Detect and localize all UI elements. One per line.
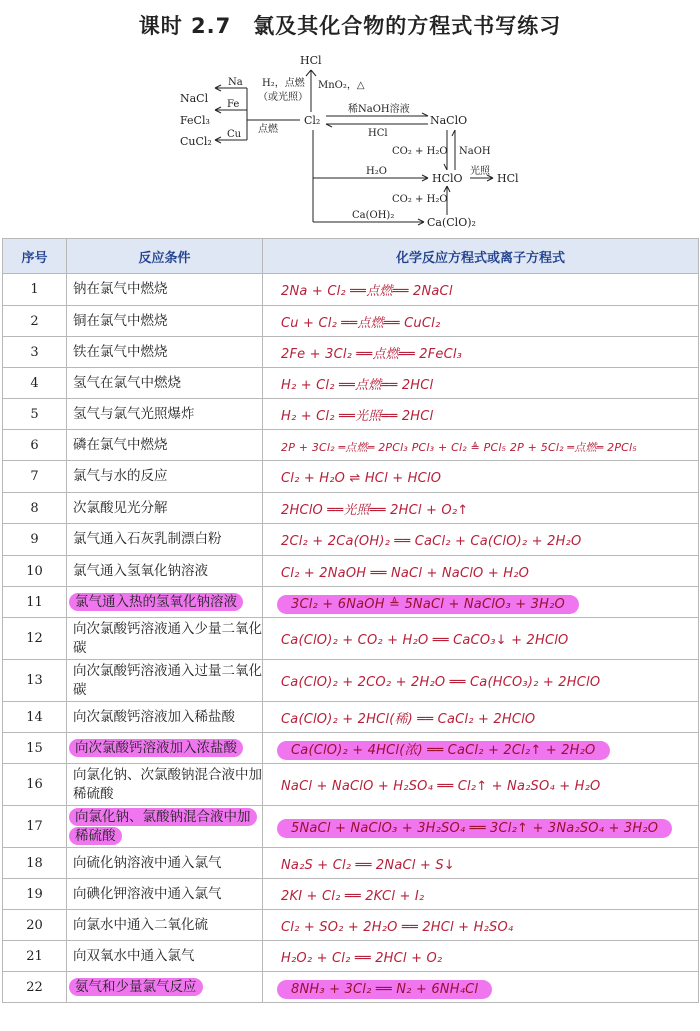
row-condition-cell — [67, 806, 263, 848]
diagram-naclo: NaClO — [430, 114, 468, 127]
row-condition: 氯气通入氢氧化钠溶液 — [73, 562, 208, 579]
row-condition: 铜在氯气中燃烧 — [73, 312, 168, 329]
table-row — [3, 806, 699, 848]
row-number: 13 — [3, 660, 67, 702]
row-number: 8 — [3, 493, 67, 524]
row-number: 21 — [3, 941, 67, 972]
row-condition: 钠在氯气中燃烧 — [73, 281, 168, 297]
row-condition-cell — [67, 524, 263, 556]
diagram-hcl-top: HCl — [300, 54, 322, 67]
row-equation-cell — [263, 879, 699, 910]
table-row — [3, 493, 699, 524]
row-condition-cell — [67, 368, 263, 399]
row-equation: 3Cl₂ + 6NaOH ≜ 5NaCl + NaClO₃ + 3H₂O — [277, 595, 579, 614]
row-condition: 次氯酸见光分解 — [73, 499, 168, 516]
row-condition-cell — [67, 306, 263, 337]
diagram-caclo2: Ca(ClO)₂ — [427, 216, 476, 229]
row-number: 12 — [3, 618, 67, 660]
table-header-row — [3, 239, 699, 274]
diagram-cond-light-2: 光照 — [470, 166, 490, 177]
table-row — [3, 910, 699, 941]
row-number: 15 — [3, 733, 67, 764]
diagram-hcl-right: HCl — [497, 172, 519, 185]
table-row — [3, 274, 699, 306]
row-equation: Ca(ClO)₂ + 4HCl(浓) ══ CaCl₂ + 2Cl₂↑ + 2H₂O — [277, 741, 610, 760]
row-equation: H₂ + Cl₂ ══点燃══ 2HCl — [281, 377, 434, 393]
row-condition-cell — [67, 733, 263, 764]
row-condition: 向氯化钠、氯酸钠混合液中加稀硫酸 — [69, 808, 257, 845]
table-row — [3, 337, 699, 368]
row-equation: Cl₂ + 2NaOH ══ NaCl + NaClO + H₂O — [281, 565, 530, 581]
row-equation-cell — [263, 941, 699, 972]
row-condition-cell — [67, 660, 263, 702]
diagram-fe: Fe — [227, 99, 240, 110]
row-equation-cell — [263, 337, 699, 368]
row-number: 9 — [3, 524, 67, 556]
table-row — [3, 848, 699, 879]
diagram-cond-co2-h2o-2: CO₂ + H₂O — [392, 194, 448, 205]
row-equation-cell — [263, 910, 699, 941]
diagram-cond-naoh: 稀NaOH溶液 — [348, 104, 410, 115]
diagram-na: Na — [228, 77, 243, 88]
row-equation-cell — [263, 764, 699, 806]
row-condition-cell — [67, 702, 263, 733]
row-number: 5 — [3, 399, 67, 430]
row-condition: 向碘化钾溶液中通入氯气 — [73, 885, 222, 902]
row-condition-cell — [67, 879, 263, 910]
row-equation: Cl₂ + SO₂ + 2H₂O ══ 2HCl + H₂SO₄ — [281, 919, 514, 935]
row-equation-cell — [263, 430, 699, 461]
row-number: 10 — [3, 556, 67, 587]
row-condition: 铁在氯气中燃烧 — [73, 343, 168, 360]
row-condition: 向硫化钠溶液中通入氯气 — [73, 854, 222, 871]
row-condition-cell — [67, 399, 263, 430]
lesson-title: 氯及其化合物的方程式书写练习 — [253, 14, 562, 38]
row-equation-cell — [263, 733, 699, 764]
row-equation-cell — [263, 274, 699, 306]
row-condition-cell — [67, 337, 263, 368]
row-condition-cell — [67, 618, 263, 660]
table-row — [3, 941, 699, 972]
equation-table — [2, 238, 699, 1003]
diagram-cond-co2-h2o-1: CO₂ + H₂O — [392, 146, 448, 157]
row-condition-cell — [67, 274, 263, 306]
row-equation: 5NaCl + NaClO₃ + 3H₂SO₄ ══ 3Cl₂↑ + 3Na₂SO₄ + 3H₂O — [277, 819, 672, 838]
header-number: 序号 — [3, 239, 67, 274]
row-number: 20 — [3, 910, 67, 941]
diagram-nacl: NaCl — [180, 92, 209, 105]
diagram-cond-hcl: HCl — [368, 128, 388, 139]
table-row — [3, 702, 699, 733]
table-row — [3, 733, 699, 764]
row-condition-cell — [67, 941, 263, 972]
row-condition: 向次氯酸钙溶液加入稀盐酸 — [73, 708, 235, 725]
lesson-number: 课时 2.7 — [138, 14, 232, 38]
row-condition: 氢气与氯气光照爆炸 — [73, 405, 195, 422]
row-equation: Cl₂ + H₂O ⇌ HCl + HClO — [281, 471, 442, 486]
row-number: 16 — [3, 764, 67, 806]
row-number: 1 — [3, 274, 67, 306]
row-equation: 2P + 3Cl₂ ═点燃═ 2PCl₃ PCl₃ + Cl₂ ≜ PCl₅ 2P + 5Cl₂ ═点燃═ 2PCl₅ — [281, 440, 637, 454]
row-number: 17 — [3, 806, 67, 848]
table-row — [3, 556, 699, 587]
row-condition: 向次氯酸钙溶液加入浓盐酸 — [69, 739, 243, 757]
table-row — [3, 660, 699, 702]
row-condition: 氢气在氯气中燃烧 — [73, 374, 181, 391]
row-condition-cell — [67, 493, 263, 524]
row-equation: 2Fe + 3Cl₂ ══点燃══ 2FeCl₃ — [281, 346, 463, 362]
page-title — [0, 10, 700, 40]
header-equation: 化学反应方程式或离子方程式 — [263, 239, 699, 274]
row-equation: 2Na + Cl₂ ══点燃══ 2NaCl — [281, 284, 453, 299]
row-condition-cell — [67, 556, 263, 587]
row-equation: Cu + Cl₂ ══点燃══ CuCl₂ — [281, 315, 441, 331]
row-number: 19 — [3, 879, 67, 910]
row-equation: NaCl + NaClO + H₂SO₄ ══ Cl₂↑ + Na₂SO₄ + H₂O — [281, 779, 601, 794]
row-condition: 氯气与水的反应 — [73, 468, 168, 484]
row-number: 14 — [3, 702, 67, 733]
row-equation: H₂O₂ + Cl₂ ══ 2HCl + O₂ — [281, 950, 443, 966]
diagram-cl2: Cl₂ — [304, 114, 321, 127]
row-condition: 氯气通入热的氢氧化钠溶液 — [69, 593, 243, 611]
table-row — [3, 368, 699, 399]
diagram-caoh2: Ca(OH)₂ — [352, 210, 395, 221]
row-number: 22 — [3, 972, 67, 1003]
row-condition: 向氯化钠、次氯酸钠混合液中加稀硫酸 — [73, 766, 262, 802]
row-number: 6 — [3, 430, 67, 461]
row-equation-cell — [263, 702, 699, 733]
table-row — [3, 399, 699, 430]
table-row — [3, 618, 699, 660]
table-row — [3, 972, 699, 1003]
row-equation-cell — [263, 587, 699, 618]
row-condition-cell — [67, 972, 263, 1003]
table-row — [3, 764, 699, 806]
row-condition: 向双氧水中通入氯气 — [73, 947, 195, 964]
table-row — [3, 306, 699, 337]
row-number: 2 — [3, 306, 67, 337]
row-condition: 向次氯酸钙溶液通入过量二氧化碳 — [73, 662, 262, 698]
row-equation: 2HClO ══光照══ 2HCl + O₂↑ — [281, 502, 469, 518]
row-equation: Ca(ClO)₂ + 2CO₂ + 2H₂O ══ Ca(HCO₃)₂ + 2HClO — [281, 675, 601, 690]
row-number: 11 — [3, 587, 67, 618]
row-equation: H₂ + Cl₂ ══光照══ 2HCl — [281, 408, 434, 424]
diagram-h2o: H₂O — [366, 166, 387, 177]
diagram-fecl3: FeCl₃ — [180, 114, 210, 127]
row-equation-cell — [263, 618, 699, 660]
row-condition-cell — [67, 587, 263, 618]
row-condition-cell — [67, 848, 263, 879]
row-condition: 向次氯酸钙溶液通入少量二氧化碳 — [73, 620, 262, 656]
row-number: 7 — [3, 461, 67, 493]
row-equation: 2Cl₂ + 2Ca(OH)₂ ══ CaCl₂ + Ca(ClO)₂ + 2H₂O — [281, 534, 582, 549]
row-condition-cell — [67, 764, 263, 806]
diagram-cond-mno2: MnO₂，△ — [318, 80, 365, 91]
row-equation-cell — [263, 806, 699, 848]
table-row — [3, 461, 699, 493]
row-equation-cell — [263, 972, 699, 1003]
diagram-cond-naoh-2: NaOH — [459, 146, 491, 157]
diagram-cu: Cu — [227, 129, 242, 140]
table-row — [3, 587, 699, 618]
row-equation: Ca(ClO)₂ + 2HCl(稀) ══ CaCl₂ + 2HClO — [281, 711, 536, 727]
table-row — [3, 879, 699, 910]
row-condition: 磷在氯气中燃烧 — [73, 436, 168, 453]
row-number: 18 — [3, 848, 67, 879]
row-condition: 氯气通入石灰乳制漂白粉 — [73, 531, 222, 547]
row-number: 3 — [3, 337, 67, 368]
row-equation-cell — [263, 660, 699, 702]
row-condition-cell — [67, 430, 263, 461]
row-condition-cell — [67, 461, 263, 493]
row-equation-cell — [263, 524, 699, 556]
row-number: 4 — [3, 368, 67, 399]
table-row — [3, 430, 699, 461]
diagram-hclo: HClO — [432, 172, 463, 185]
row-equation-cell — [263, 306, 699, 337]
row-equation-cell — [263, 556, 699, 587]
row-condition: 氨气和少量氯气反应 — [69, 978, 203, 996]
row-condition-cell — [67, 910, 263, 941]
diagram-cond-ignite: 点燃 — [258, 124, 278, 135]
row-equation: Na₂S + Cl₂ ══ 2NaCl + S↓ — [281, 857, 455, 873]
diagram-cond-light: （或光照） — [258, 92, 308, 103]
header-condition: 反应条件 — [67, 239, 263, 274]
row-equation-cell — [263, 461, 699, 493]
row-equation: 8NH₃ + 3Cl₂ ══ N₂ + 6NH₄Cl — [277, 980, 492, 999]
row-equation-cell — [263, 399, 699, 430]
table-row — [3, 524, 699, 556]
row-equation: 2KI + Cl₂ ══ 2KCl + I₂ — [281, 888, 425, 904]
row-equation: Ca(ClO)₂ + CO₂ + H₂O ══ CaCO₃↓ + 2HClO — [281, 633, 569, 648]
chlorine-reaction-diagram — [0, 40, 700, 235]
row-equation-cell — [263, 848, 699, 879]
row-equation-cell — [263, 493, 699, 524]
row-equation-cell — [263, 368, 699, 399]
row-condition: 向氯水中通入二氧化硫 — [73, 916, 208, 933]
diagram-cond-h2: H₂，点燃 — [262, 78, 305, 89]
diagram-cucl2: CuCl₂ — [180, 135, 212, 148]
